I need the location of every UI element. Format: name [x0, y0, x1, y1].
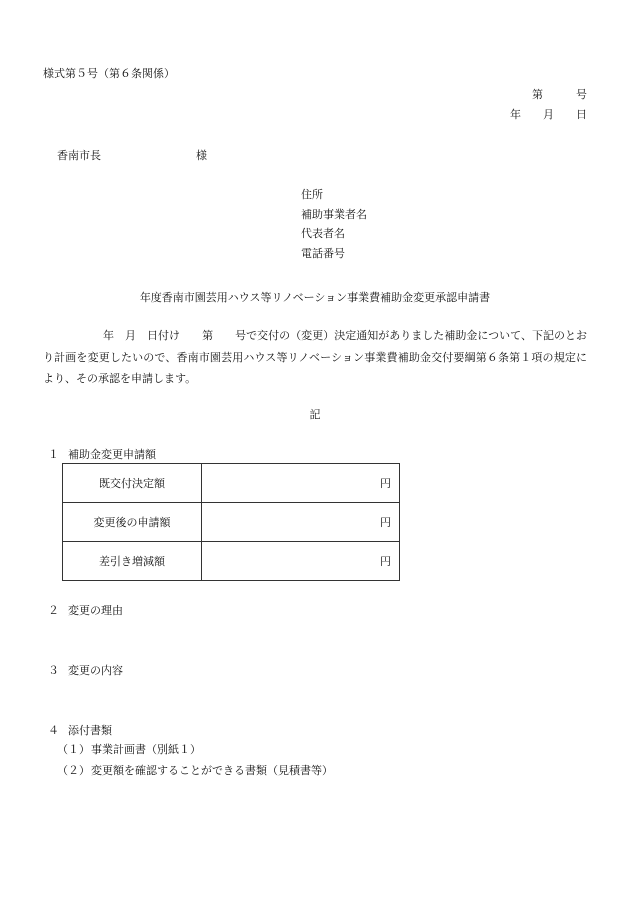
- applicant-phone-label: 電話番号: [301, 246, 345, 260]
- row-unit: 円: [202, 503, 400, 542]
- body-paragraph: 年 月 日付け 第 号で交付の（変更）決定通知がありました補助金について、下記のとおり計画を変更したいので、香南市園芸用ハウス等リノベーション事業費補助金交付要綱第６条第１項の規定により、その承認を申請します。: [43, 329, 587, 385]
- section-4-label: 添付書類: [68, 724, 112, 737]
- addressee: [57, 149, 207, 162]
- table-row: [63, 503, 400, 542]
- section-2: [48, 605, 123, 616]
- applicant-business-name-label: 補助事業者名: [301, 207, 367, 221]
- row-unit: 円: [202, 542, 400, 581]
- section-4: [48, 725, 112, 736]
- amount-table: [62, 463, 400, 581]
- ki-heading: 記: [309, 408, 321, 421]
- section-1-label: 補助金変更申請額: [68, 448, 156, 461]
- section-3: [48, 665, 123, 676]
- row-unit: 円: [202, 464, 400, 503]
- attachment-item: [57, 765, 333, 776]
- addressee-honorific: 様: [196, 149, 207, 162]
- section-1-number: １: [48, 448, 59, 461]
- applicant-block: [301, 189, 367, 267]
- attachment-label: 変更額を確認することができる書類（見積書等）: [91, 764, 333, 777]
- section-1: [48, 449, 156, 460]
- document-number: 第 号: [532, 88, 587, 101]
- row-label: 差引き増減額: [63, 542, 202, 581]
- document-date: 年 月 日: [510, 108, 587, 121]
- attachment-number: （１）: [57, 743, 90, 756]
- row-label: 変更後の申請額: [63, 503, 202, 542]
- applicant-address-label: 住所: [301, 188, 323, 201]
- section-2-number: ２: [48, 604, 59, 617]
- section-3-number: ３: [48, 664, 59, 677]
- applicant-representative-label: 代表者名: [301, 227, 345, 240]
- attachment-number: （２）: [57, 764, 90, 777]
- row-label: 既交付決定額: [63, 464, 202, 503]
- section-3-label: 変更の内容: [68, 664, 123, 677]
- addressee-name: 香南市長: [57, 149, 101, 162]
- attachment-item: [57, 744, 201, 755]
- document-title: 年度香南市園芸用ハウス等リノベーション事業費補助金変更承認申請書: [139, 291, 491, 304]
- section-2-label: 変更の理由: [68, 604, 123, 617]
- attachment-label: 事業計画書（別紙１）: [91, 743, 201, 756]
- table-row: [63, 542, 400, 581]
- table-row: [63, 464, 400, 503]
- section-4-number: ４: [48, 724, 59, 737]
- form-label: 様式第５号（第６条関係）: [43, 67, 175, 80]
